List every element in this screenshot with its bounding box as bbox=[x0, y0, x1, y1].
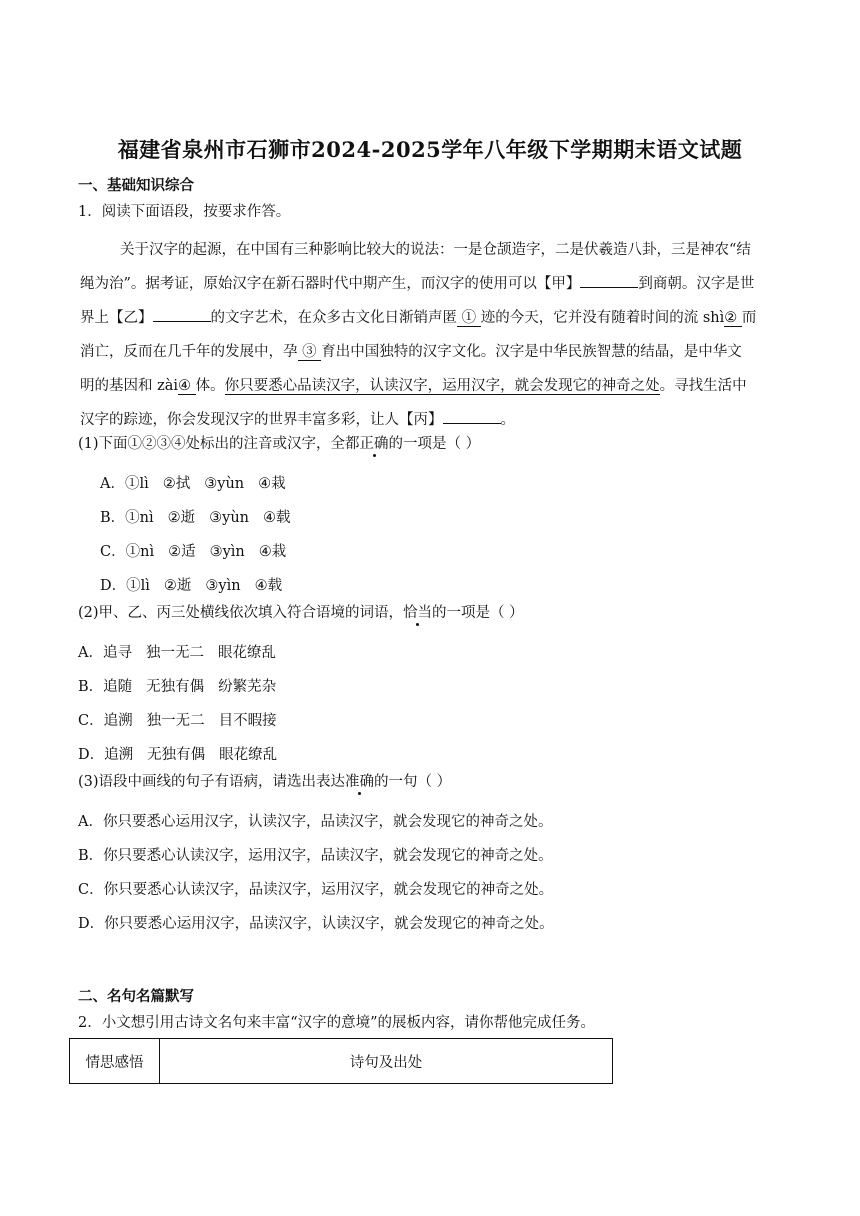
option-letter: A． bbox=[78, 645, 103, 661]
option-item: ①nì bbox=[125, 510, 154, 526]
mark-4 bbox=[178, 378, 196, 395]
stem-text: 的一句（ ） bbox=[374, 774, 452, 790]
emphasis-text: 恰当 bbox=[403, 605, 433, 621]
option-letter: C． bbox=[78, 713, 104, 729]
sub-question-3-stem bbox=[78, 772, 451, 792]
passage-text: 到商朝。汉字是世 bbox=[638, 276, 755, 292]
stem-text: (3)语段中画线的句子有语病，请选出表达 bbox=[78, 774, 346, 790]
option-item: 追溯 bbox=[104, 747, 134, 763]
passage-text: 明的基因和 zài bbox=[80, 378, 179, 394]
option-d bbox=[78, 912, 554, 933]
passage-line bbox=[80, 335, 780, 369]
option-item: ③yìn bbox=[209, 544, 245, 560]
option-letter: D． bbox=[78, 747, 105, 763]
option-item: 独一无二 bbox=[146, 713, 205, 729]
option-item: 追溯 bbox=[103, 713, 133, 729]
mark-3-label: ③ bbox=[302, 344, 317, 360]
option-letter: D． bbox=[100, 578, 127, 594]
option-item: ②逝 bbox=[163, 578, 192, 594]
option-item: ②逝 bbox=[167, 510, 196, 526]
question-2-stem: 2．小文想引用古诗文名句来丰富“汉字的意境”的展板内容，请你帮他完成任务。 bbox=[78, 1015, 596, 1031]
option-item: 独一无二 bbox=[145, 645, 204, 661]
stem-text: (1)下面①②③④处标出的注音或汉字，全都 bbox=[78, 436, 360, 452]
mark-2-label: ② bbox=[724, 310, 738, 326]
section-heading-2: 二、名句名篇默写 bbox=[78, 988, 194, 1005]
option-item: 无独有偶 bbox=[147, 747, 206, 763]
emphasis-text: 准确 bbox=[345, 774, 375, 790]
question-1-stem: 1．阅读下面语段，按要求作答。 bbox=[78, 204, 291, 220]
stem-text: 的一项是（ ） bbox=[388, 436, 481, 452]
mark-2 bbox=[724, 310, 742, 327]
option-item: 眼花缭乱 bbox=[219, 747, 278, 763]
passage-line bbox=[80, 369, 780, 403]
option-b bbox=[78, 844, 553, 865]
option-text: 你只要悉心运用汉字，认读汉字，品读汉字，就会发现它的神奇之处。 bbox=[102, 814, 553, 830]
option-letter: B． bbox=[78, 679, 104, 695]
emphasis-dot-3 bbox=[345, 774, 374, 790]
option-letter: C． bbox=[100, 544, 126, 560]
option-d bbox=[100, 574, 282, 595]
option-item: ①nì bbox=[125, 544, 155, 560]
option-item: ①lì bbox=[126, 578, 150, 594]
emphasis-text: 正确 bbox=[359, 436, 389, 452]
stem-text: (2)甲、乙、丙三处横线依次填入符合语境的词语， bbox=[78, 605, 404, 621]
page-title: 福建省泉州市石狮市2024-2025学年八年级下学期期末语文试题 bbox=[117, 137, 743, 162]
option-d bbox=[78, 743, 277, 764]
passage-text: 。 bbox=[500, 412, 515, 428]
mark-3 bbox=[298, 344, 322, 361]
option-item: 追随 bbox=[103, 679, 133, 695]
option-c bbox=[78, 878, 553, 899]
option-item: 目不暇接 bbox=[218, 713, 277, 729]
option-item: ③yùn bbox=[209, 510, 250, 526]
answer-table bbox=[69, 1038, 613, 1084]
table-header-poem-source: 诗句及出处 bbox=[349, 1054, 423, 1071]
option-item: ④栽 bbox=[258, 544, 287, 560]
option-item: ②拭 bbox=[162, 476, 191, 492]
stem-text: 的一项是（ ） bbox=[432, 605, 524, 621]
option-item: ④载 bbox=[254, 578, 283, 594]
mark-1-label: ① bbox=[461, 310, 477, 326]
option-item: ①lì bbox=[124, 476, 149, 492]
option-text: 你只要悉心认读汉字，品读汉字，运用汉字，就会发现它的神奇之处。 bbox=[103, 882, 554, 898]
option-item: 眼花缭乱 bbox=[217, 645, 276, 661]
passage-text: 迹的今天，它并没有随着时间的流 shì bbox=[480, 310, 725, 326]
emphasis-dot-2 bbox=[403, 605, 432, 621]
option-text: 你只要悉心认读汉字，运用汉字，品读汉字，就会发现它的神奇之处。 bbox=[103, 848, 553, 864]
option-b bbox=[78, 675, 276, 696]
option-item: 追寻 bbox=[102, 645, 132, 661]
mark-4-label: ④ bbox=[178, 378, 192, 394]
option-letter: B． bbox=[100, 510, 126, 526]
passage-text: 消亡，反而在几千年的发展中，孕 bbox=[80, 344, 298, 360]
sub-question-2-stem bbox=[78, 603, 524, 623]
option-c bbox=[78, 709, 277, 730]
option-a bbox=[78, 641, 276, 662]
option-letter: C． bbox=[78, 882, 104, 898]
option-b bbox=[100, 506, 291, 527]
option-item: ④载 bbox=[263, 510, 291, 526]
passage-text: 。寻找生活中 bbox=[659, 378, 747, 394]
emphasis-dot-1 bbox=[360, 436, 389, 452]
option-item: 无独有偶 bbox=[146, 679, 205, 695]
blank-yi bbox=[153, 307, 211, 322]
underlined-sentence: 你只要悉心品读汉字，认读汉字，运用汉字，就会发现它的神奇之处 bbox=[224, 378, 660, 394]
passage-text: 绳为治”。据考证，原始汉字在新石器时代中期产生，而汉字的使用可以【甲】 bbox=[80, 276, 581, 292]
section-heading-1: 一、基础知识综合 bbox=[78, 177, 194, 194]
option-item: ②适 bbox=[168, 544, 196, 560]
option-item: 纷繁芜杂 bbox=[218, 679, 277, 695]
passage-line bbox=[80, 403, 780, 437]
option-letter: B． bbox=[78, 848, 104, 864]
passage-text: 汉字的踪迹，你会发现汉字的世界丰富多彩，让人【丙】 bbox=[80, 412, 443, 428]
option-letter: A． bbox=[100, 476, 125, 492]
passage-text: 界上【乙】 bbox=[80, 310, 153, 326]
option-text: 你只要悉心运用汉字，品读汉字，认读汉字，就会发现它的神奇之处。 bbox=[104, 916, 554, 932]
blank-jia bbox=[580, 273, 638, 288]
passage-line bbox=[80, 267, 780, 301]
option-c bbox=[100, 540, 286, 561]
reading-passage bbox=[80, 233, 780, 437]
option-a bbox=[100, 472, 286, 493]
passage-text: 体。 bbox=[195, 378, 225, 394]
option-item: ③yùn bbox=[204, 476, 245, 492]
sub-question-1-stem bbox=[78, 434, 480, 454]
passage-line bbox=[80, 233, 780, 267]
blank-bing bbox=[443, 409, 501, 424]
passage-text: 而 bbox=[741, 310, 757, 326]
option-item: ③yìn bbox=[205, 578, 241, 594]
table-header-emotion: 情思感悟 bbox=[70, 1039, 160, 1083]
option-a bbox=[78, 810, 552, 831]
option-letter: D． bbox=[78, 916, 105, 932]
passage-text: 关于汉字的起源，在中国有三种影响比较大的说法：一是仓颉造字，二是伏羲造八卦，三是神农“结 bbox=[120, 242, 751, 258]
passage-line bbox=[80, 301, 780, 335]
mark-1 bbox=[457, 310, 481, 327]
passage-text: 的文字艺术，在众多古文化日渐销声匿 bbox=[210, 310, 457, 326]
option-item: ④栽 bbox=[258, 476, 286, 492]
passage-text: 育出中国独特的汉字文化。汉字是中华民族智慧的结晶，是中华文 bbox=[321, 344, 742, 360]
option-letter: A． bbox=[78, 814, 103, 830]
